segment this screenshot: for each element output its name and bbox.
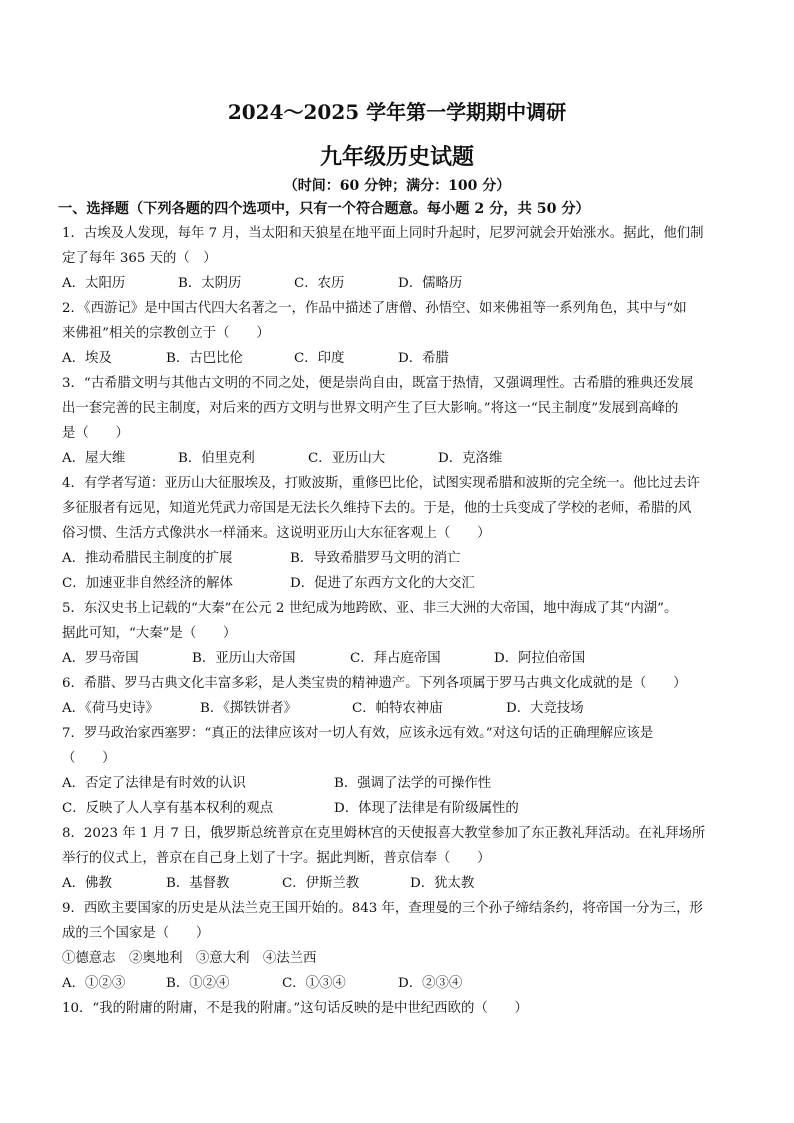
question-8-option-c: C．伊斯兰教	[282, 876, 360, 891]
question-9-line-2: 成的三个国家是（ ）	[62, 926, 210, 941]
question-5-option-d: D．阿拉伯帝国	[494, 651, 586, 666]
question-4-option-b: B．导致希腊罗马文明的消亡	[290, 551, 461, 566]
exam-title: 2024～2025 学年第一学期期中调研	[227, 100, 567, 124]
question-2-option-a: A．埃及	[62, 351, 112, 366]
question-1-option-d: D．儒略历	[398, 276, 463, 291]
question-9-line-1: 9．西欧主要国家的历史是从法兰克王国开始的。843 年，查理曼的三个孙子缔结条约，将帝国一分为三，形	[62, 901, 703, 916]
question-2-option-c: C．印度	[294, 351, 345, 366]
question-5-line-1: 5．东汉史书上记载的“大秦”在公元 2 世纪成为地跨欧、亚、非三大洲的大帝国，地中海成了其“内湖”。	[62, 601, 678, 616]
question-4-option-d: D．促进了东西方文化的大交汇	[290, 576, 475, 591]
question-8-option-d: D．犹太教	[410, 876, 475, 891]
question-1-line-1: 1．古埃及人发现，每年 7 月，当太阳和天狼星在地平面上同时升起时，尼罗河就会开始涨水。据此，他们制	[62, 226, 704, 241]
question-6-line-1: 6．希腊、罗马古典文化丰富多彩，是人类宝贵的精神遗产。下列各项属于罗马古典文化成就的是（ ）	[62, 676, 687, 691]
question-2-line-2: 来佛祖”相关的宗教创立于（ ）	[62, 326, 270, 341]
question-10-line-1: 10．“我的附庸的附庸，不是我的附庸。”这句话反映的是中世纪西欧的（ ）	[62, 1001, 528, 1016]
question-5-option-a: A．罗马帝国	[62, 651, 139, 666]
question-4-line-3: 俗习惯、生活方式像洪水一样涌来。这说明亚历山大东征客观上（ ）	[62, 526, 491, 541]
question-5-line-2: 据此可知，“大秦”是（ ）	[62, 626, 237, 641]
question-1-line-2: 定了每年 365 天的（ ）	[62, 251, 217, 266]
question-6-option-c: C．帕特农神庙	[352, 701, 443, 716]
question-3-option-b: B．伯里克利	[178, 451, 255, 466]
question-9-items: ①德意志 ②奥地利 ③意大利 ④法兰西	[62, 951, 317, 966]
exam-info: （时间：60 分钟；满分：100 分）	[283, 178, 511, 194]
question-7-option-d: D．体现了法律是有阶级属性的	[334, 801, 519, 816]
question-3-line-2: 出一套完善的民主制度，对后来的西方文明与世界文明产生了巨大影响。”将这一“民主制度”发展到高峰的	[62, 401, 679, 416]
question-9-option-c: C．①③④	[282, 976, 346, 991]
question-1-option-b: B．太阴历	[178, 276, 242, 291]
question-1-option-a: A．太阳历	[62, 276, 126, 291]
question-8-option-a: A．佛教	[62, 876, 112, 891]
question-3-line-1: 3．“古希腊文明与其他古文明的不同之处，便是崇尚自由，既富于热情，又强调理性。古希腊的雅典还发展	[62, 376, 694, 391]
question-2-option-b: B．古巴比伦	[166, 351, 243, 366]
question-4-line-1: 4．有学者写道：亚历山大征服埃及，打败波斯，重修巴比伦，试图实现希腊和波斯的完全统一。他比过去许	[62, 476, 700, 491]
question-7-option-b: B．强调了法学的可操作性	[334, 776, 492, 791]
question-4-option-a: A．推动希腊民主制度的扩展	[62, 551, 233, 566]
question-7-line-2: （ ）	[62, 751, 116, 766]
section-heading: 一、选择题（下列各题的四个选项中，只有一个符合题意。每小题 2 分，共 50 分）	[58, 201, 590, 217]
question-4-line-2: 多征服者有远见，知道光凭武力帝国是无法长久维持下去的。于是，他的士兵变成了学校的老师，希腊的风	[62, 501, 692, 516]
question-3-line-3: 是（ ）	[62, 426, 129, 441]
question-7-option-c: C．反映了人人享有基本权利的观点	[62, 801, 274, 816]
question-5-option-b: B．亚历山大帝国	[192, 651, 296, 666]
question-8-line-2: 举行的仪式上，普京在自己身上划了十字。据此判断，普京信奉（ ）	[62, 851, 491, 866]
question-9-option-a: A．①②③	[62, 976, 126, 991]
question-6-option-b: B．《掷铁饼者》	[200, 701, 297, 716]
question-8-option-b: B．基督教	[166, 876, 230, 891]
question-9-option-b: B．①②④	[166, 976, 230, 991]
question-3-option-a: A．屋大维	[62, 451, 126, 466]
question-5-option-c: C．拜占庭帝国	[350, 651, 441, 666]
question-4-option-c: C．加速亚非自然经济的解体	[62, 576, 233, 591]
question-3-option-c: C．亚历山大	[308, 451, 386, 466]
question-7-line-1: 7．罗马政治家西塞罗：“真正的法律应该对一切人有效，应该永远有效。”对这句话的正确理解应该是	[62, 726, 654, 741]
question-3-option-d: D．克洛维	[438, 451, 503, 466]
question-9-option-d: D．②③④	[398, 976, 463, 991]
question-2-option-d: D．希腊	[398, 351, 449, 366]
exam-subject: 九年级历史试题	[319, 144, 474, 170]
question-6-option-a: A．《荷马史诗》	[62, 701, 159, 716]
question-1-option-c: C．农历	[294, 276, 345, 291]
question-8-line-1: 8．2023 年 1 月 7 日，俄罗斯总统普京在克里姆林宫的天使报喜大教堂参加了东正教礼拜活动。在礼拜场所	[62, 826, 706, 841]
question-2-line-1: 2．《西游记》是中国古代四大名著之一，作品中描述了唐僧、孙悟空、如来佛祖等一系列角色，其中与“如	[62, 301, 687, 316]
question-7-option-a: A．否定了法律是有时效的认识	[62, 776, 246, 791]
question-6-option-d: D．大竞技场	[506, 701, 584, 716]
